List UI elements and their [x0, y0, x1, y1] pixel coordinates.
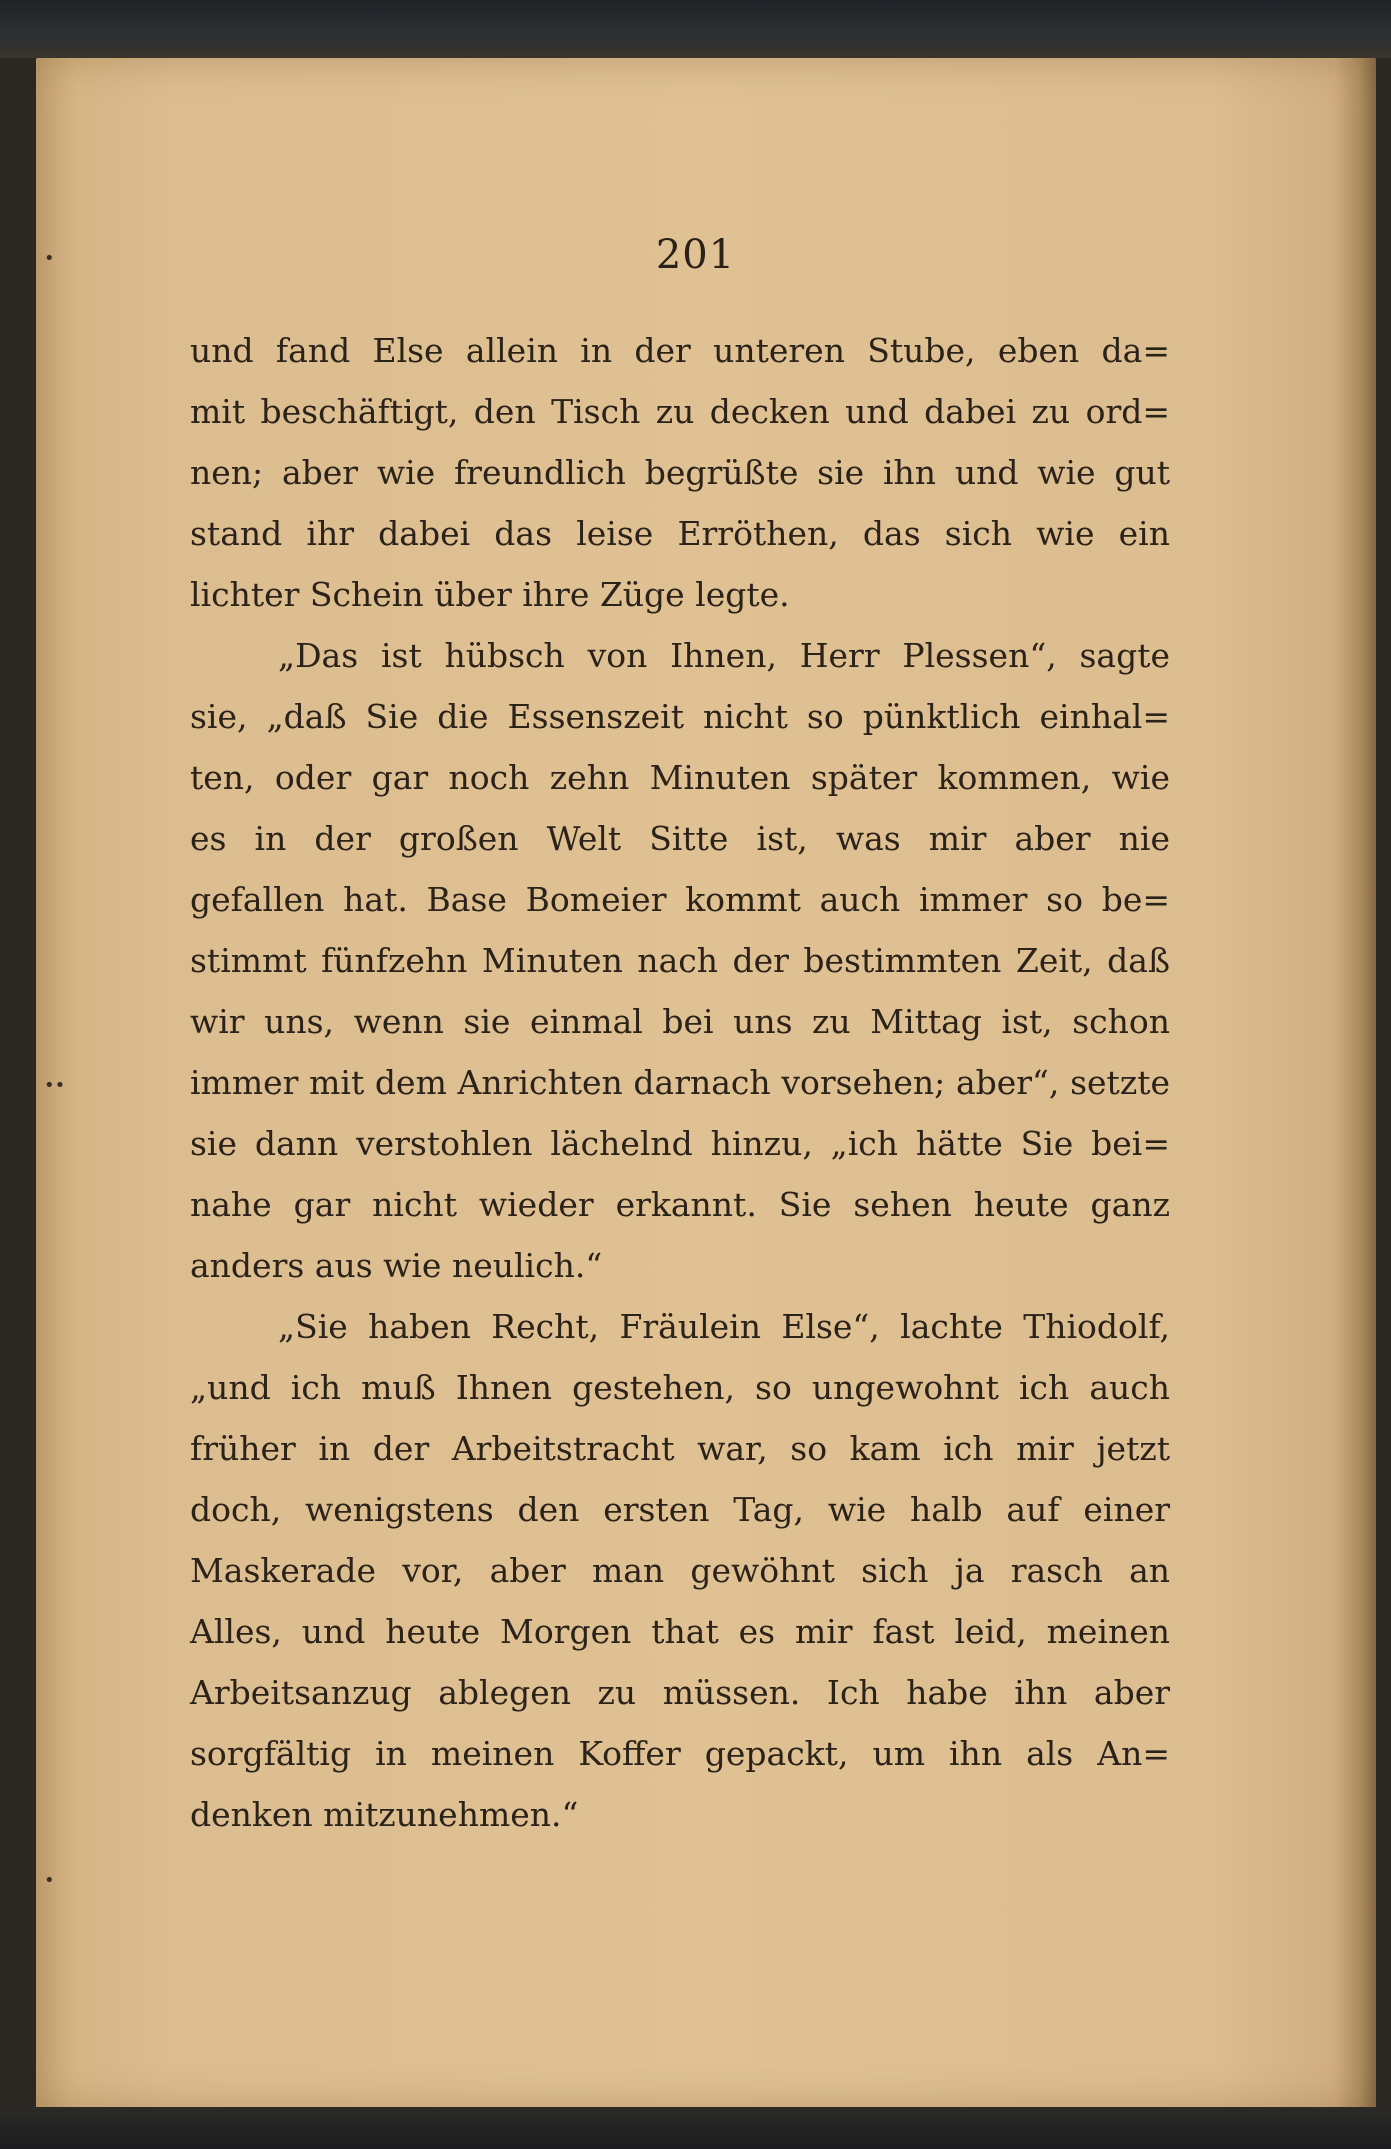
text-line: Maskerade vor, aber man gewöhnt sich ja rasch an: [190, 1551, 1170, 1590]
text-line: denken mitzunehmen.“: [190, 1795, 579, 1834]
book-cover-top-edge: [0, 0, 1391, 58]
body-text: [190, 320, 1170, 1845]
text-line: sie, „daß Sie die Essenszeit nicht so pünktlich einhal=: [190, 697, 1170, 736]
text-line: „und ich muß Ihnen gestehen, so ungewohnt ich auch: [190, 1368, 1170, 1407]
margin-speck: •: [44, 1870, 55, 1891]
text-line: sorgfältig in meinen Koffer gepackt, um ihn als An=: [190, 1734, 1170, 1773]
margin-speck: •: [44, 248, 55, 269]
paragraph-1: [190, 320, 1170, 625]
text-line: sie dann verstohlen lächelnd hinzu, „ich hätte Sie bei=: [190, 1124, 1170, 1163]
text-line: immer mit dem Anrichten darnach vorsehen; aber“, setzte: [190, 1063, 1170, 1102]
text-line: anders aus wie neulich.“: [190, 1246, 603, 1285]
paragraph-3: [190, 1296, 1170, 1845]
text-line: ten, oder gar noch zehn Minuten später kommen, wie: [190, 758, 1170, 797]
text-line: doch, wenigstens den ersten Tag, wie halb auf einer: [190, 1490, 1170, 1529]
text-line: früher in der Arbeitstracht war, so kam ich mir jetzt: [190, 1429, 1170, 1468]
text-line: nen; aber wie freundlich begrüßte sie ihn und wie gut: [190, 453, 1170, 492]
text-line: und fand Else allein in der unteren Stube, eben da=: [190, 331, 1170, 370]
page-number: 201: [655, 232, 736, 278]
text-line: gefallen hat. Base Bomeier kommt auch immer so be=: [190, 880, 1170, 919]
text-line: es in der großen Welt Sitte ist, was mir aber nie: [190, 819, 1170, 858]
text-line: mit beschäftigt, den Tisch zu decken und dabei zu ord=: [190, 392, 1170, 431]
text-line: „Das ist hübsch von Ihnen, Herr Plessen“, sagte: [278, 636, 1170, 675]
margin-speck: ••: [44, 1075, 66, 1096]
book-cover-bottom-edge: [0, 2107, 1391, 2149]
text-line: lichter Schein über ihre Züge legte.: [190, 575, 790, 614]
text-line: stimmt fünfzehn Minuten nach der bestimmten Zeit, daß: [190, 941, 1170, 980]
text-line: nahe gar nicht wieder erkannt. Sie sehen heute ganz: [190, 1185, 1170, 1224]
text-line: wir uns, wenn sie einmal bei uns zu Mittag ist, schon: [190, 1002, 1170, 1041]
page-right-edge-shadow: [1336, 58, 1376, 2108]
paragraph-2: [190, 625, 1170, 1296]
text-line: Arbeitsanzug ablegen zu müssen. Ich habe ihn aber: [190, 1673, 1170, 1712]
text-line: „Sie haben Recht, Fräulein Else“, lachte Thiodolf,: [278, 1307, 1170, 1346]
text-line: stand ihr dabei das leise Erröthen, das sich wie ein: [190, 514, 1170, 553]
text-line: Alles, und heute Morgen that es mir fast leid, meinen: [190, 1612, 1170, 1651]
